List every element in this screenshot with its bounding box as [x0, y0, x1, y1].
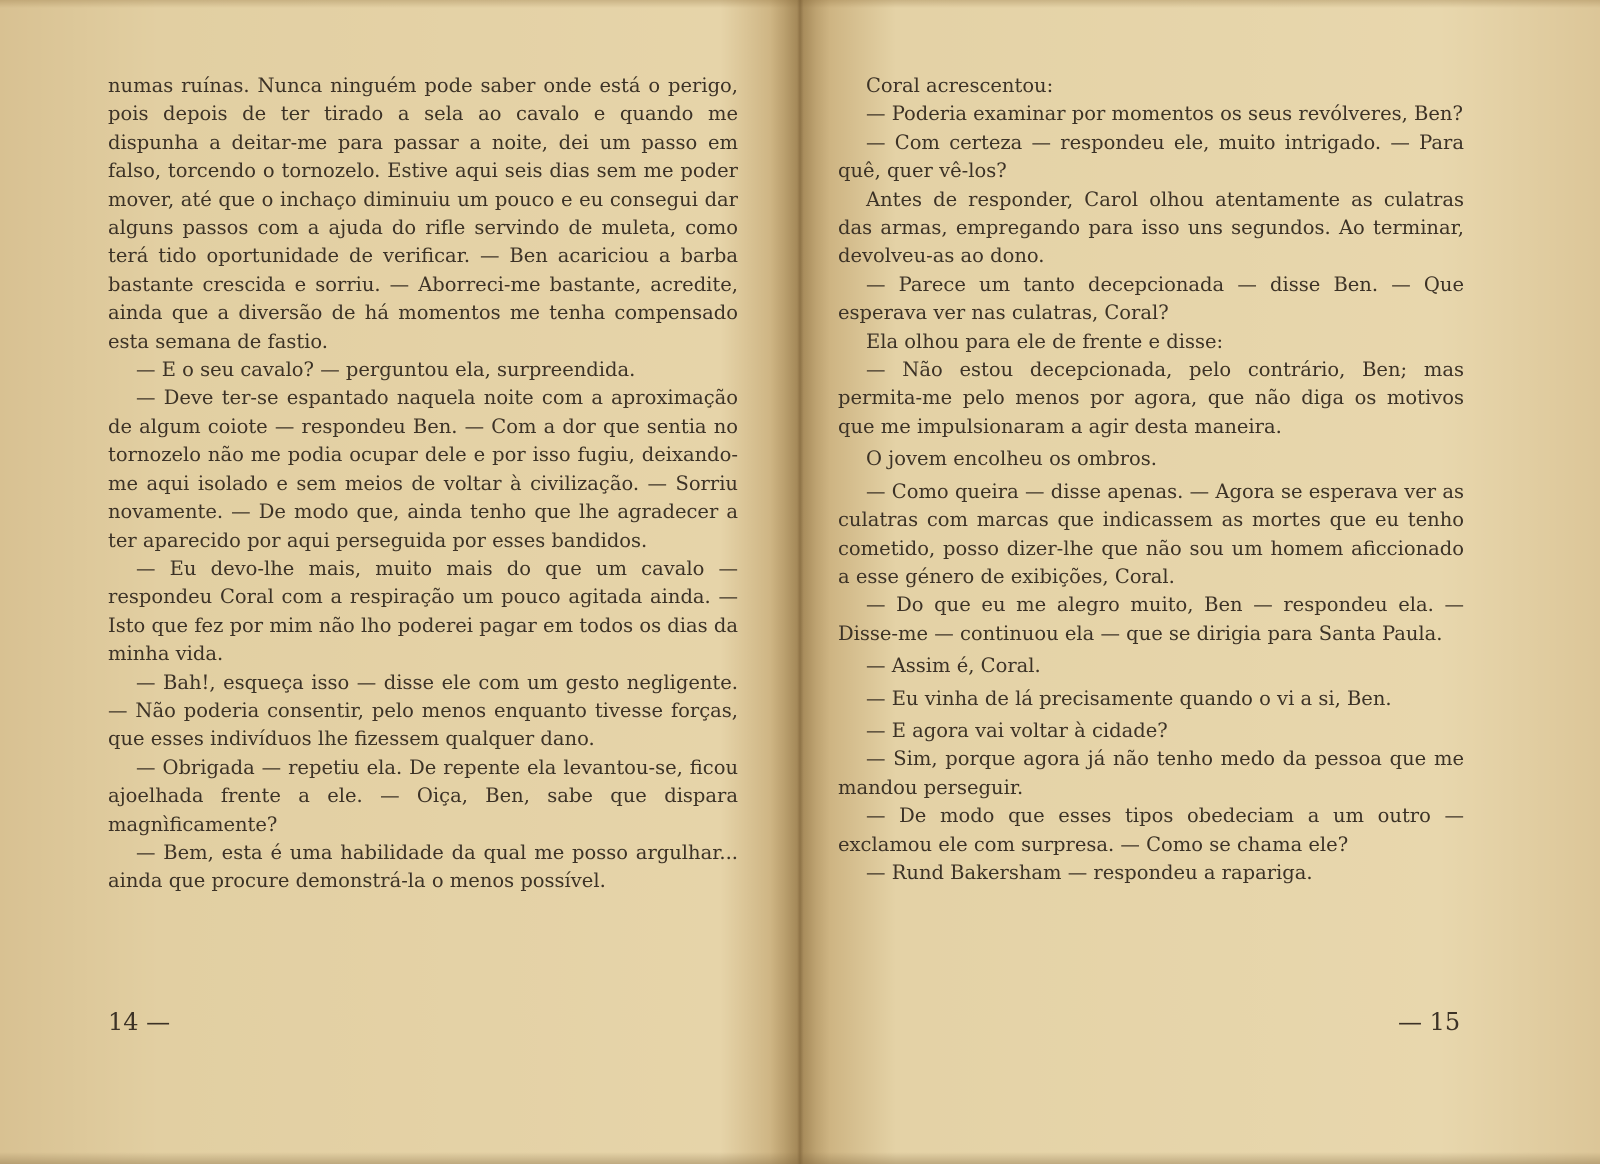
left-page-number: 14 — [108, 1008, 171, 1036]
paragraph: — Deve ter-se espantado naquela noite com a aproximação de algum coiote — respondeu Ben. — Com a dor que sentia no tornozelo não me podia ocupar dele e por isso fugiu, deixando-me aqui isolado e sem meios de voltar à civilização. — Sorriu novamente. — De modo que, ainda tenho que lhe agradecer a ter aparecido por aqui perseguida por esses bandidos. [108, 386, 738, 552]
paragraph: — Sim, porque agora já não tenho medo da pessoa que me mandou perseguir. [838, 747, 1464, 799]
paragraph: numas ruínas. Nunca ninguém pode saber onde está o perigo, pois depois de ter tirado a sela ao cavalo e quando me dispunha a deitar-me para passar a noite, dei um passo em falso, torcendo o tornozelo. Estive aqui seis dias sem me poder mover, até que o inchaço diminuiu um pouco e eu consegui dar alguns passos com a ajuda do rifle servindo de muleta, como terá tido oportunidade de verificar. — Ben acariciou a barba bastante crescida e sorriu. — Aborreci-me bastante, acredite, ainda que a diversão de há momentos me tenha compensado esta semana de fastio. [108, 74, 738, 353]
paragraph: O jovem encolheu os ombros. [866, 447, 1157, 471]
paragraph: — E o seu cavalo? — perguntou ela, surpreendida. [136, 358, 636, 382]
right-page-text [838, 72, 1464, 887]
paragraph: — E agora vai voltar à cidade? [866, 718, 1168, 742]
left-page-text [108, 72, 738, 896]
paragraph: — Como queira — disse apenas. — Agora se esperava ver as culatras com marcas que indicassem as mortes que eu tenho cometido, posso dizer-lhe que não sou um homem aficcionado a esse género de exibições, Coral. [838, 479, 1464, 588]
right-page-number: — 15 [1398, 1008, 1461, 1036]
paragraph: — De modo que esses tipos obedeciam a um outro — exclamou ele com surpresa. — Como se chama ele? [838, 804, 1464, 856]
page-bottom-edge [0, 1152, 1600, 1164]
paragraph: — Não estou decepcionada, pelo contrário, Ben; mas permita-me pelo menos por agora, que não diga os motivos que me impulsionaram a agir desta maneira. [838, 358, 1464, 438]
paragraph: — Assim é, Coral. [866, 654, 1041, 678]
paragraph: — Bah!, esqueça isso — disse ele com um gesto negligente. — Não poderia consentir, pelo menos enquanto tivesse forças, que esses indivíduos lhe fizessem qualquer dano. [108, 670, 738, 751]
paragraph: Coral acrescentou: [866, 74, 1054, 97]
paragraph: — Bem, esta é uma habilidade da qual me posso argulhar... ainda que procure demonstrá-la o menos possível. [108, 840, 738, 893]
paragraph: — Do que eu me alegro muito, Ben — respondeu ela. — Disse-me — continuou ela — que se dirigia para Santa Paula. [838, 593, 1464, 645]
paragraph: — Eu vinha de lá precisamente quando o vi a si, Ben. [866, 686, 1392, 710]
paragraph: — Eu devo-lhe mais, muito mais do que um cavalo — respondeu Coral com a respiração um pouco agitada ainda. — Isto que fez por mim não lho poderei pagar em todos os dias da minha vida. [108, 556, 738, 666]
paragraph: Ela olhou para ele de frente e disse: [866, 329, 1224, 353]
paragraph: — Rund Bakersham — respondeu a rapariga. [866, 860, 1313, 884]
paragraph: — Poderia examinar por momentos os seus revólveres, Ben? [866, 102, 1463, 126]
paragraph: — Com certeza — respondeu ele, muito intrigado. — Para quê, quer vê-los? [838, 130, 1464, 183]
paragraph: — Obrigada — repetiu ela. De repente ela levantou-se, ficou ajoelhada frente a ele. — Oiça, Ben, sabe que dispara magnìficamente? [108, 755, 738, 836]
paragraph: Antes de responder, Carol olhou atentamente as culatras das armas, empregando para isso uns segundos. Ao terminar, devolveu-as ao dono. [838, 187, 1464, 268]
book-gutter [770, 0, 830, 1164]
paragraph: — Parece um tanto decepcionada — disse Ben. — Que esperava ver nas culatras, Coral? [838, 272, 1464, 325]
